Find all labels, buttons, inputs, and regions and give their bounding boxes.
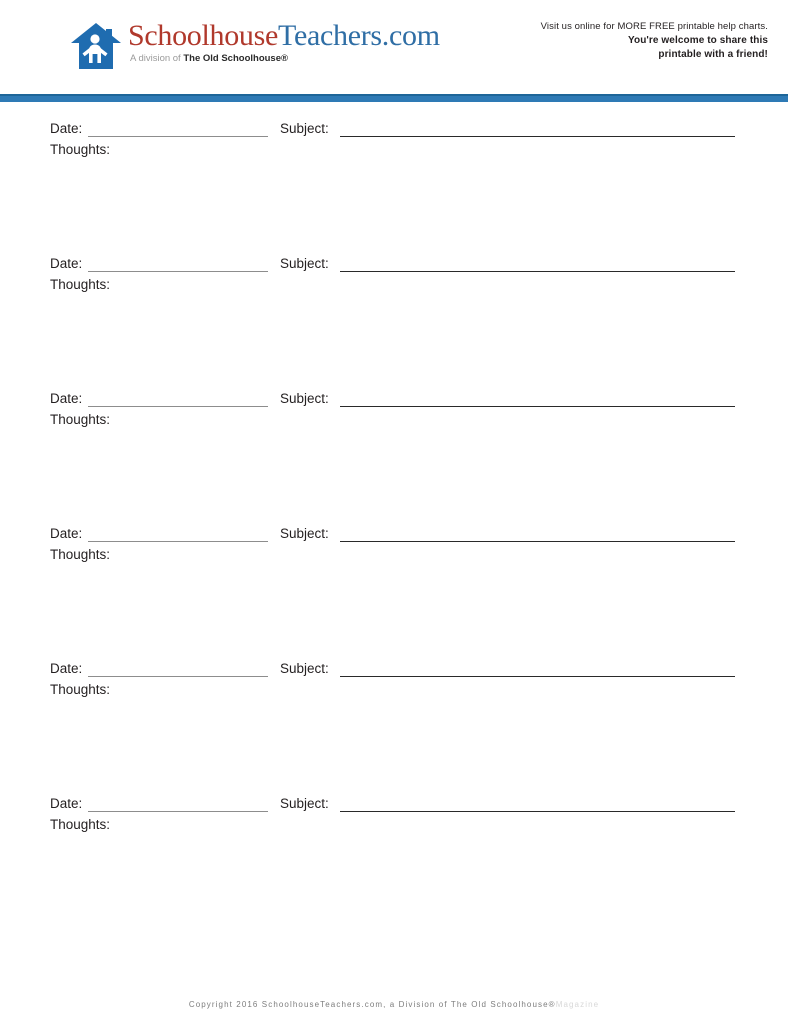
brand-wordmark-part2: Teachers.com [278,19,440,52]
date-label: Date: [50,391,83,406]
date-input-line[interactable] [88,271,268,272]
subject-label: Subject: [280,121,329,136]
entry-row [0,660,788,795]
entry-header [0,795,788,815]
entry-row [0,390,788,525]
date-label: Date: [50,256,83,271]
thoughts-writing-area[interactable] [50,837,735,927]
brand-tagline-prefix: A division of [130,53,184,64]
promo-line-1: Visit us online for MORE FREE printable help charts. [540,21,768,32]
brand-logo [70,20,440,70]
brand-tagline-name: The Old Schoolhouse® [183,53,288,64]
subject-input-line[interactable] [340,541,735,542]
thoughts-writing-area[interactable] [50,297,735,387]
entry-list [0,120,788,930]
entry-header [0,255,788,275]
entry-header [0,525,788,545]
brand-wordmark-part1: Schoolhouse [128,19,279,52]
subject-input-line[interactable] [340,811,735,812]
entry-header [0,120,788,140]
thoughts-writing-area[interactable] [50,567,735,657]
subject-input-line[interactable] [340,676,735,677]
thoughts-writing-area[interactable] [50,432,735,522]
promo-text-block [468,20,768,62]
subject-label: Subject: [280,391,329,406]
footer-faint-suffix: Magazine [555,1000,600,1009]
page-header [0,0,788,95]
date-label: Date: [50,121,83,136]
date-input-line[interactable] [88,676,268,677]
entry-row [0,120,788,255]
subject-label: Subject: [280,526,329,541]
schoolhouse-house-icon [70,22,122,70]
date-input-line[interactable] [88,811,268,812]
brand-wordmark [128,20,440,52]
entry-row [0,795,788,930]
subject-input-line[interactable] [340,406,735,407]
entry-row [0,525,788,660]
entry-header [0,660,788,680]
brand-tagline [130,53,440,65]
date-label: Date: [50,526,83,541]
date-label: Date: [50,796,83,811]
date-input-line[interactable] [88,136,268,137]
promo-line-3: printable with a friend! [658,49,768,60]
subject-label: Subject: [280,256,329,271]
date-input-line[interactable] [88,406,268,407]
page-footer [0,994,788,1012]
thoughts-label: Thoughts: [50,817,111,832]
thoughts-label: Thoughts: [50,547,111,562]
thoughts-label: Thoughts: [50,277,111,292]
promo-line-2: You're welcome to share this [627,35,768,46]
thoughts-label: Thoughts: [50,412,111,427]
brand-wordmark-column [128,20,440,65]
subject-input-line[interactable] [340,271,735,272]
entry-header [0,390,788,410]
footer-copyright: Copyright 2016 SchoolhouseTeachers.com, a Division of The Old Schoolhouse® [188,1000,556,1009]
entry-row [0,255,788,390]
subject-input-line[interactable] [340,136,735,137]
date-input-line[interactable] [88,541,268,542]
header-accent-divider [0,94,788,102]
thoughts-writing-area[interactable] [50,702,735,792]
thoughts-label: Thoughts: [50,142,111,157]
date-label: Date: [50,661,83,676]
thoughts-label: Thoughts: [50,682,111,697]
subject-label: Subject: [280,661,329,676]
subject-label: Subject: [280,796,329,811]
thoughts-writing-area[interactable] [50,162,735,252]
